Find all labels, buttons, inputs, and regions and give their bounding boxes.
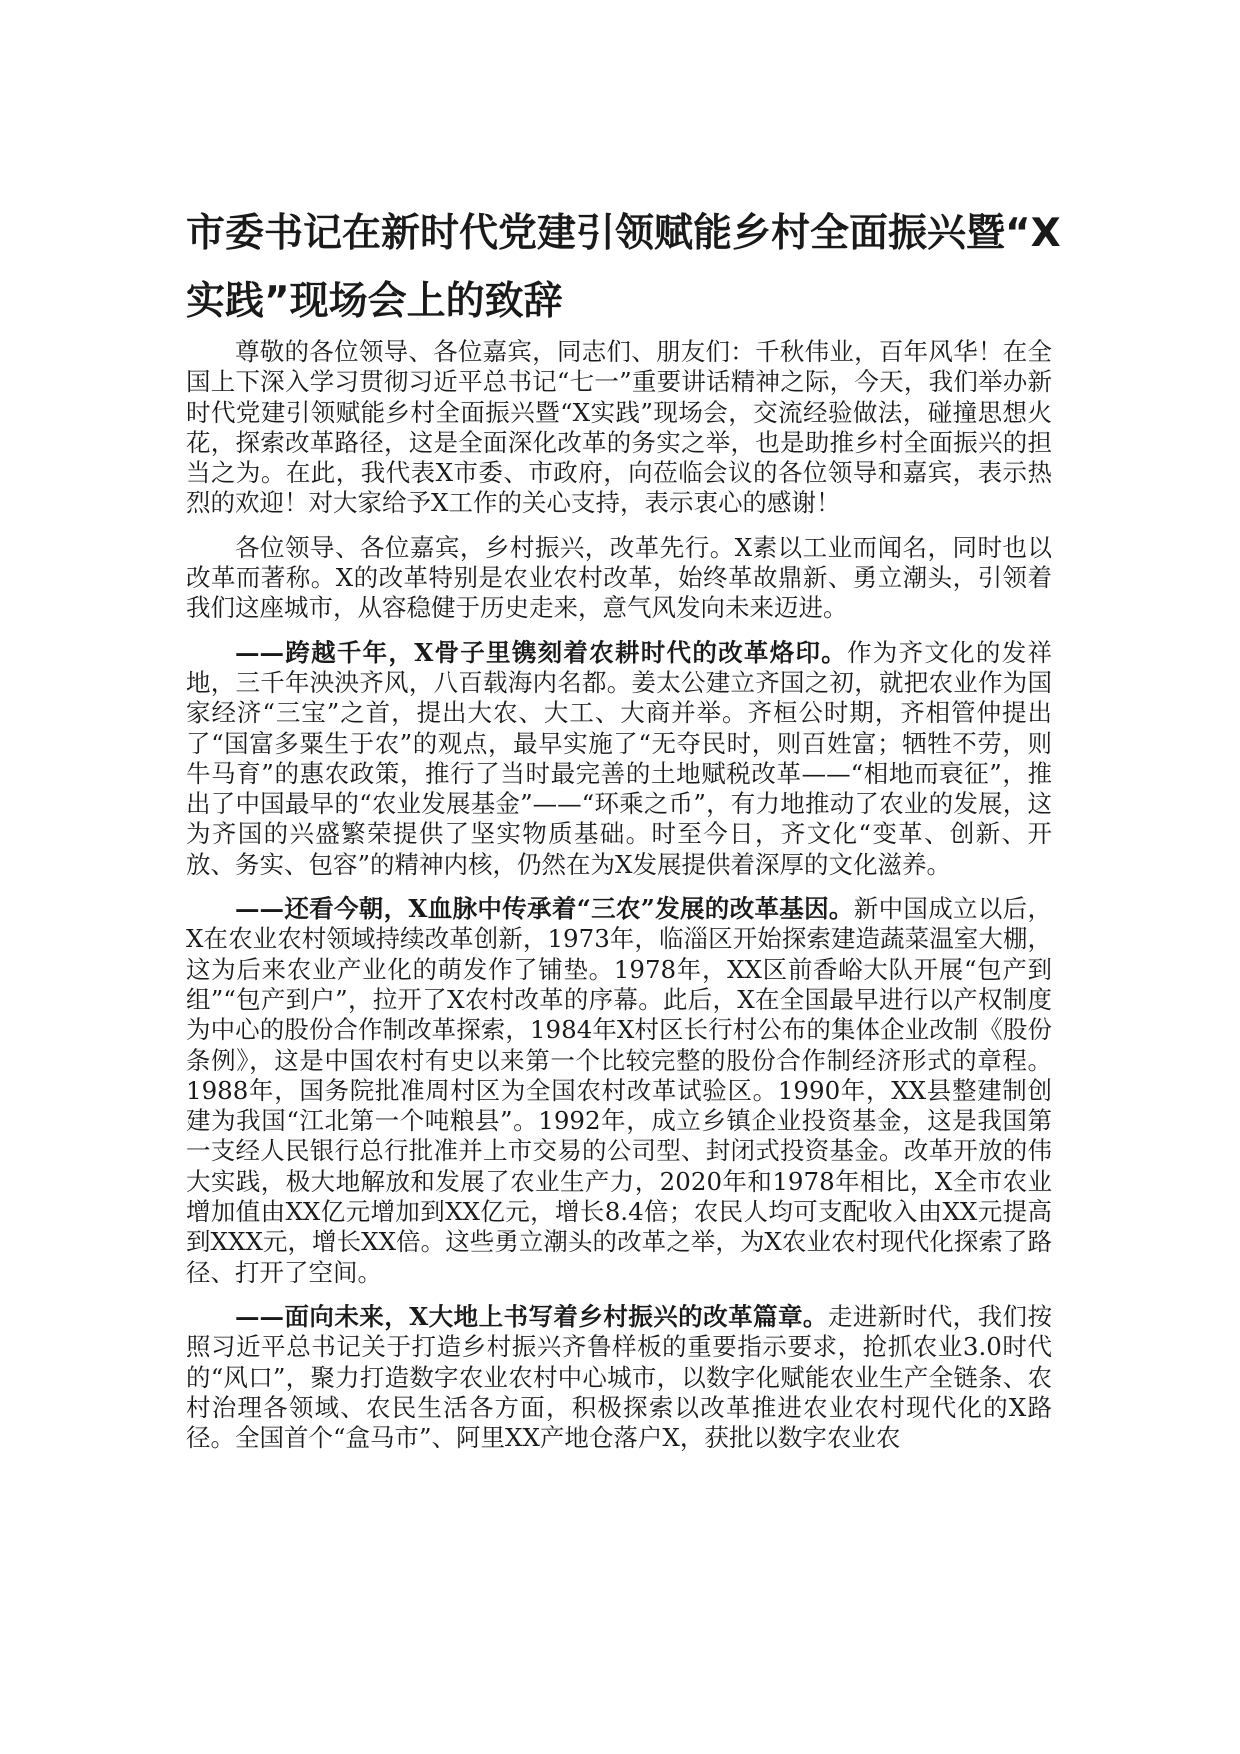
document-body bbox=[186, 337, 1052, 1467]
paragraph-greeting bbox=[186, 337, 1052, 519]
paragraph-present bbox=[186, 894, 1052, 1288]
paragraph-future bbox=[186, 1302, 1052, 1453]
paragraph-lead: ——还看今朝，X血脉中传承着“三农”发展的改革基因。 bbox=[235, 894, 854, 924]
paragraph-text: 尊敬的各位领导、各位嘉宾，同志们、朋友们：千秋伟业，百年风华！在全国上下深入学习贯彻习近平总书记“七一”重要讲话精神之际，今天，我们举办新时代党建引领赋能乡村全面振兴暨“X实践”现场会，交流经验做法，碰撞思想火花，探索改革路径，这是全面深化改革的务实之举，也是助推乡村全面振兴的担当之为。在此，我代表X市委、市政府，向莅临会议的各位领导和嘉宾，表示热烈的欢迎！对大家给予X工作的关心支持，表示衷心的感谢！ bbox=[186, 337, 1052, 518]
paragraph-history bbox=[186, 638, 1052, 880]
paragraph-text: 各位领导、各位嘉宾，乡村振兴，改革先行。X素以工业而闻名，同时也以改革而著称。X的改革特别是农业农村改革，始终革故鼎新、勇立潮头，引领着我们这座城市，从容稳健于历史走来，意气风发向未来迈进。 bbox=[186, 532, 1052, 623]
paragraph-text: 新中国成立以后，X在农业农村领域持续改革创新，1973年，临淄区开始探索建造蔬菜温室大棚，这为后来农业产业化的萌发作了铺垫。1978年，XX区前香峪大队开展“包产到组”“包产到户”，拉开了X农村改革的序幕。此后，X在全国最早进行以产权制度为中心的股份合作制改革探索，1984年X村区长行村公布的集体企业改制《股份条例》，这是中国农村有史以来第一个比较完整的股份合作制经济形式的章程。1988年，国务院批准周村区为全国农村改革试验区。1990年，XX县整建制创建为我国“江北第一个吨粮县”。1992年，成立乡镇企业投资基金，这是我国第一支经人民银行总行批准并上市交易的公司型、封闭式投资基金。改革开放的伟大实践，极大地解放和发展了农业生产力，2020年和1978年相比，X全市农业增加值由XX亿元增加到XX亿元，增长8.4倍；农民人均可支配收入由XX元提高到XXX元，增长XX倍。这些勇立潮头的改革之举，为X农业农村现代化探索了路径、打开了空间。 bbox=[186, 894, 1053, 1287]
paragraph-lead: ——面向未来，X大地上书写着乡村振兴的改革篇章。 bbox=[235, 1301, 828, 1331]
paragraph-intro bbox=[186, 533, 1052, 624]
paragraph-text: 作为齐文化的发祥地，三千年泱泱齐风，八百载海内名都。姜太公建立齐国之初，就把农业作为国家经济“三宝”之首，提出大农、大工、大商并举。齐桓公时期，齐相管仲提出了“国富多粟生于农”的观点，最早实施了“无夺民时，则百姓富；牺牲不劳，则牛马育”的惠农政策，推行了当时最完善的土地赋税改革——“相地而衰征”，推出了中国最早的“农业发展基金”——“环乘之币”，有力地推动了农业的发展，这为齐国的兴盛繁荣提供了坚实物质基础。时至今日，齐文化“变革、创新、开放、务实、包容”的精神内核，仍然在为X发展提供着深厚的文化滋养。 bbox=[186, 637, 1052, 879]
document-title: 市委书记在新时代党建引领赋能乡村全面振兴暨“X实践”现场会上的致辞 bbox=[186, 211, 1061, 324]
paragraph-lead: ——跨越千年，X骨子里镌刻着农耕时代的改革烙印。 bbox=[235, 637, 848, 667]
paragraph-text: 走进新时代，我们按照习近平总书记关于打造乡村振兴齐鲁样板的重要指示要求，抢抓农业3.0时代的“风口”，聚力打造数字农业农村中心城市，以数字化赋能农业生产全链条、农村治理各领域、农民生活各方面，积极探索以改革推进农业农村现代化的X路径。全国首个“盒马市”、阿里XX产地仓落户X，获批以数字农业农 bbox=[186, 1301, 1052, 1453]
